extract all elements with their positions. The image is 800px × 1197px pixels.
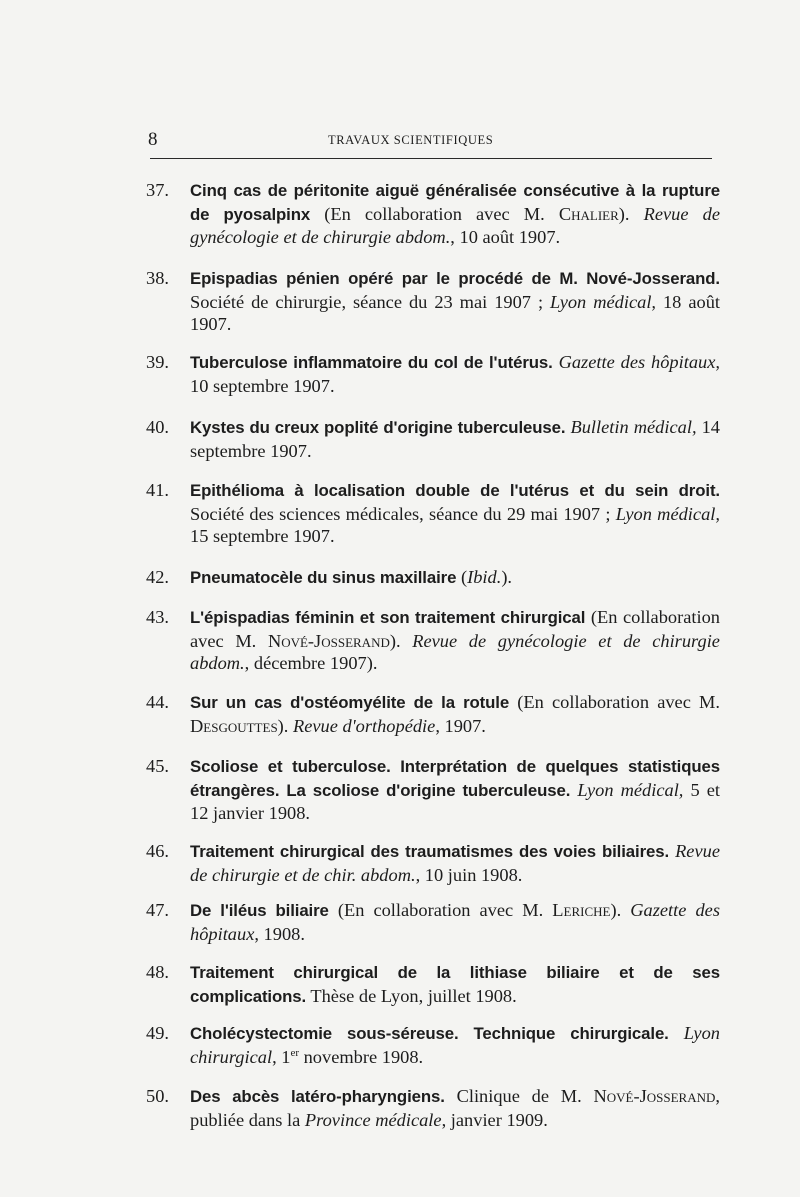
entry-number: 48. bbox=[146, 962, 169, 982]
entry-number: 39. bbox=[146, 352, 169, 372]
entry-number: 41. bbox=[146, 480, 169, 500]
entry-journal: Revue de chirurgie et de chir. abdom. bbox=[190, 841, 720, 885]
entry-date: 14 septembre 1907. bbox=[190, 417, 720, 461]
entry-title: De l'iléus biliaire bbox=[190, 901, 329, 920]
entry-text: ). bbox=[618, 203, 644, 224]
entry-number: 38. bbox=[146, 268, 169, 288]
entry-text: ). bbox=[277, 715, 293, 736]
entry-title: Des abcès latéro-pharyngiens. bbox=[190, 1087, 445, 1106]
ordinal-superscript: er bbox=[290, 1046, 300, 1059]
entry-text: (En collaboration avec M. bbox=[509, 692, 720, 712]
entry-text: (En collaboration avec M. bbox=[310, 203, 559, 224]
entry-author: Leriche bbox=[552, 900, 611, 920]
entry-title: Scoliose et tuberculose. Interprétation de quelques statistiques étrangères. La scoliose d'origine tuberculeuse. bbox=[190, 757, 720, 800]
entry-text: Thèse de Lyon, juillet 1908. bbox=[306, 985, 517, 1006]
list-item bbox=[146, 840, 720, 886]
entry-text: (En collaboration avec M. bbox=[190, 607, 720, 651]
entry-number: 45. bbox=[146, 756, 169, 776]
entry-number: 43. bbox=[146, 607, 169, 627]
entry-date: , décembre 1907). bbox=[244, 653, 378, 673]
list-item bbox=[146, 691, 720, 737]
list-item bbox=[146, 961, 720, 1008]
entry-journal: Gazette des hôpitaux bbox=[190, 900, 720, 944]
entry-journal: Revue d'orthopédie bbox=[293, 715, 436, 736]
entry-journal: Bulletin médical, bbox=[570, 417, 697, 437]
entry-text: (En collaboration avec M. bbox=[328, 900, 553, 920]
entry-text: Clinique de M. bbox=[444, 1086, 594, 1106]
entry-date: , 1907. bbox=[435, 715, 486, 736]
entry-number: 50. bbox=[146, 1086, 169, 1106]
entry-date: 15 septembre 1907. bbox=[190, 526, 335, 546]
entry-text: ). bbox=[610, 900, 631, 920]
entry-text: , 1 bbox=[272, 1046, 291, 1067]
list-item bbox=[146, 351, 720, 397]
entry-title: Tuberculose inflammatoire du col de l'utérus. bbox=[190, 353, 553, 372]
list-item bbox=[146, 267, 721, 336]
entry-number: 46. bbox=[146, 841, 169, 861]
entry-text: ( bbox=[456, 567, 468, 587]
list-item bbox=[146, 899, 720, 945]
entry-title: Cholécystectomie sous-séreuse. Technique chirurgicale. bbox=[190, 1024, 669, 1043]
entry-number: 44. bbox=[146, 692, 169, 712]
entry-date: novembre 1908. bbox=[299, 1046, 424, 1067]
entry-author: Chalier bbox=[558, 203, 619, 224]
entry-title: L'épispadias féminin et son traitement chirurgical bbox=[190, 608, 586, 627]
entry-title: Cinq cas de péritonite aiguë généralisée consécutive à la rupture de pyosalpinx bbox=[190, 181, 720, 224]
list-item bbox=[146, 179, 721, 249]
entry-date: 10 septembre 1907. bbox=[190, 375, 335, 396]
entry-author: Desgouttes bbox=[190, 715, 278, 736]
entry-date: , 10 août 1907. bbox=[450, 227, 561, 247]
entry-date: , 10 juin 1908. bbox=[415, 864, 523, 885]
entry-date: , 1908. bbox=[254, 923, 305, 944]
list-item bbox=[146, 755, 720, 825]
entry-journal: Province médicale bbox=[304, 1109, 442, 1130]
list-item bbox=[146, 566, 720, 590]
entry-title: Pneumatocèle du sinus maxillaire bbox=[190, 568, 457, 587]
entry-author: Nové-Josserand bbox=[593, 1086, 716, 1106]
list-item bbox=[146, 1085, 720, 1131]
entry-text: , publiée dans la bbox=[190, 1086, 720, 1130]
entry-text: ). bbox=[389, 630, 413, 651]
entry-title: Kystes du creux poplité d'origine tuberculeuse. bbox=[190, 418, 566, 437]
entry-number: 40. bbox=[146, 417, 169, 437]
list-item bbox=[146, 606, 720, 675]
entry-title: Traitement chirurgical de la lithiase biliaire et de ses complications. bbox=[190, 963, 720, 1006]
entry-author: Nové-Josserand bbox=[267, 630, 390, 651]
entry-date: 5 et 12 janvier 1908. bbox=[190, 779, 720, 823]
entry-number: 49. bbox=[146, 1023, 169, 1043]
entry-number: 47. bbox=[146, 900, 169, 920]
entry-title: Epithélioma à localisation double de l'utérus et du sein droit. bbox=[190, 481, 720, 500]
entry-journal: Lyon chirurgical bbox=[190, 1023, 720, 1067]
entry-text: Société de chirurgie, séance du 23 mai 1907 ; bbox=[190, 291, 551, 312]
list-item bbox=[146, 479, 720, 548]
entry-journal: Revue de gynécologie et de chirurgie abdom. bbox=[190, 630, 720, 673]
running-title: TRAVAUX SCIENTIFIQUES bbox=[328, 133, 494, 147]
entry-number: 37. bbox=[146, 180, 169, 200]
entry-journal: Lyon médical, bbox=[577, 779, 684, 800]
entry-title: Epispadias pénien opéré par le procédé de M. Nové-Josserand. bbox=[190, 269, 720, 288]
entry-title: Sur un cas d'ostéomyélite de la rotule bbox=[190, 693, 510, 712]
entry-title: Traitement chirurgical des traumatismes des voies biliaires. bbox=[190, 842, 670, 861]
list-item bbox=[146, 416, 720, 462]
entry-number: 42. bbox=[146, 567, 169, 587]
entry-text: Société des sciences médicales, séance du 29 mai 1907 ; bbox=[190, 503, 616, 524]
page-number: 8 bbox=[148, 129, 158, 150]
list-item bbox=[146, 1022, 720, 1068]
entry-journal: Lyon médical, bbox=[550, 291, 657, 312]
entry-journal: Gazette des hôpitaux, bbox=[558, 352, 720, 372]
entry-text bbox=[669, 1023, 684, 1043]
entry-journal: Ibid. bbox=[467, 567, 502, 587]
entry-text: ). bbox=[501, 567, 513, 587]
entry-journal: Lyon médical, bbox=[615, 503, 720, 524]
entry-date: , janvier 1909. bbox=[441, 1109, 548, 1130]
entry-date: 18 août 1907. bbox=[190, 291, 721, 334]
entry-journal: Revue de gynécologie et de chirurgie abdom. bbox=[190, 203, 721, 247]
